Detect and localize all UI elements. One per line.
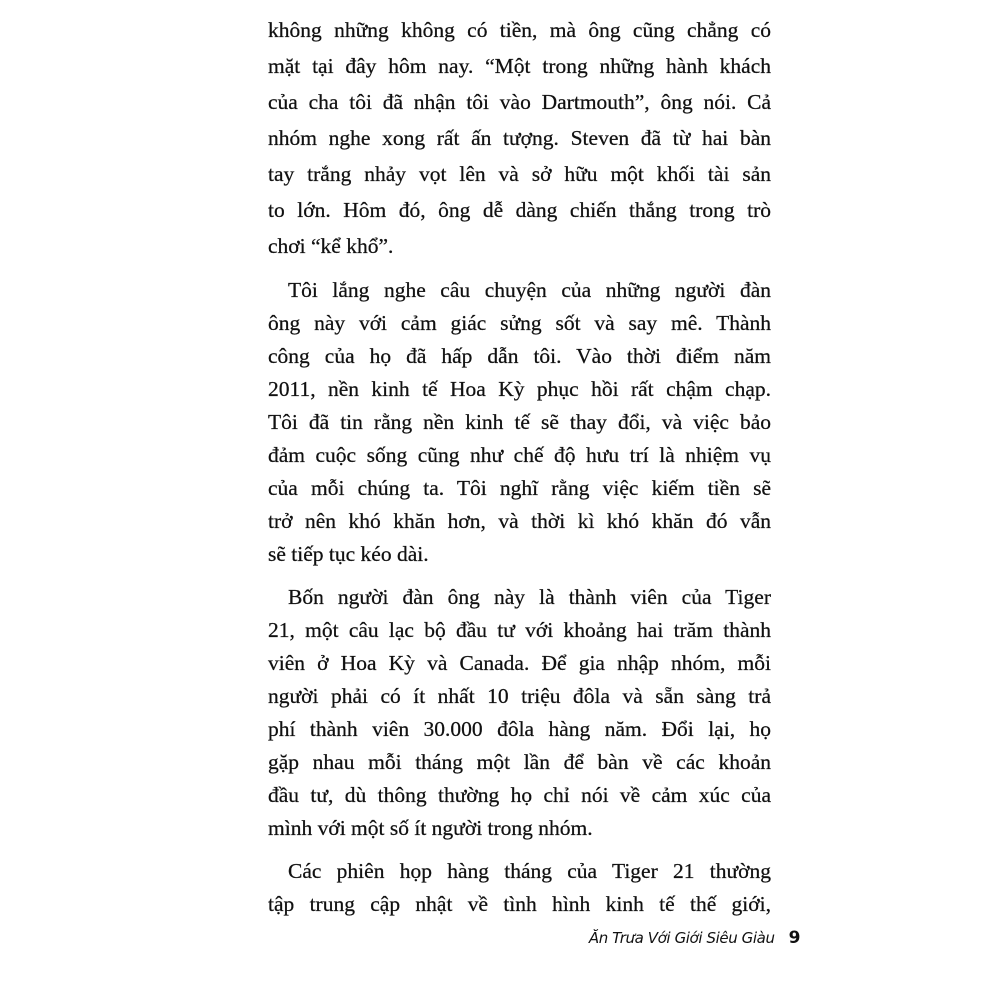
text-line: 2011, nền kinh tế Hoa Kỳ phục hồi rất chậm chạp.	[268, 377, 771, 401]
text-line: chơi “kể khổ”.	[268, 234, 394, 258]
text-line: của mỗi chúng ta. Tôi nghĩ rằng việc kiếm tiền sẽ	[268, 476, 771, 500]
text-line: Bốn người đàn ông này là thành viên của Tiger	[288, 585, 771, 609]
text-line: to lớn. Hôm đó, ông dễ dàng chiến thắng trong trò	[268, 198, 771, 222]
text-line: mặt tại đây hôm nay. “Một trong những hành khách	[268, 54, 771, 78]
page-number: 9	[788, 928, 800, 948]
text-line: tay trắng nhảy vọt lên và sở hữu một khối tài sản	[268, 162, 771, 186]
text-line: của cha tôi đã nhận tôi vào Dartmouth”, ông nói. Cả	[268, 90, 771, 114]
text-line: tập trung cập nhật về tình hình kinh tế thế giới,	[268, 892, 771, 916]
text-line: công của họ đã hấp dẫn tôi. Vào thời điểm năm	[268, 344, 771, 368]
text-line: Tôi đã tin rằng nền kinh tế sẽ thay đổi, và việc bảo	[268, 410, 771, 434]
text-line: đầu tư, dù thông thường họ chỉ nói về cảm xúc của	[268, 783, 771, 807]
paragraph	[268, 12, 771, 264]
text-line: không những không có tiền, mà ông cũng chẳng có	[268, 18, 771, 42]
text-line: gặp nhau mỗi tháng một lần để bàn về các khoản	[268, 750, 771, 774]
page-footer	[560, 928, 800, 948]
text-line: phí thành viên 30.000 đôla hàng năm. Đổi lại, họ	[268, 717, 771, 741]
paragraph	[268, 274, 771, 571]
text-line: Các phiên họp hàng tháng của Tiger 21 thường	[288, 859, 771, 883]
text-line: 21, một câu lạc bộ đầu tư với khoảng hai trăm thành	[268, 618, 771, 642]
text-line: ông này với cảm giác sửng sốt và say mê. Thành	[268, 311, 771, 335]
running-title: Ăn Trưa Với Giới Siêu Giàu	[588, 929, 775, 947]
text-line: nhóm nghe xong rất ấn tượng. Steven đã từ hai bàn	[268, 126, 771, 150]
paragraph	[268, 855, 771, 921]
text-line: viên ở Hoa Kỳ và Canada. Để gia nhập nhóm, mỗi	[268, 651, 771, 675]
text-line: trở nên khó khăn hơn, và thời kì khó khăn đó vẫn	[268, 509, 771, 533]
text-line: mình với một số ít người trong nhóm.	[268, 816, 593, 840]
text-line: đảm cuộc sống cũng như chế độ hưu trí là nhiệm vụ	[268, 443, 771, 467]
paragraph	[268, 581, 771, 845]
page-body	[268, 12, 771, 931]
text-line: người phải có ít nhất 10 triệu đôla và sẵn sàng trả	[268, 684, 771, 708]
text-line: sẽ tiếp tục kéo dài.	[268, 542, 429, 566]
text-line: Tôi lắng nghe câu chuyện của những người đàn	[288, 278, 771, 302]
